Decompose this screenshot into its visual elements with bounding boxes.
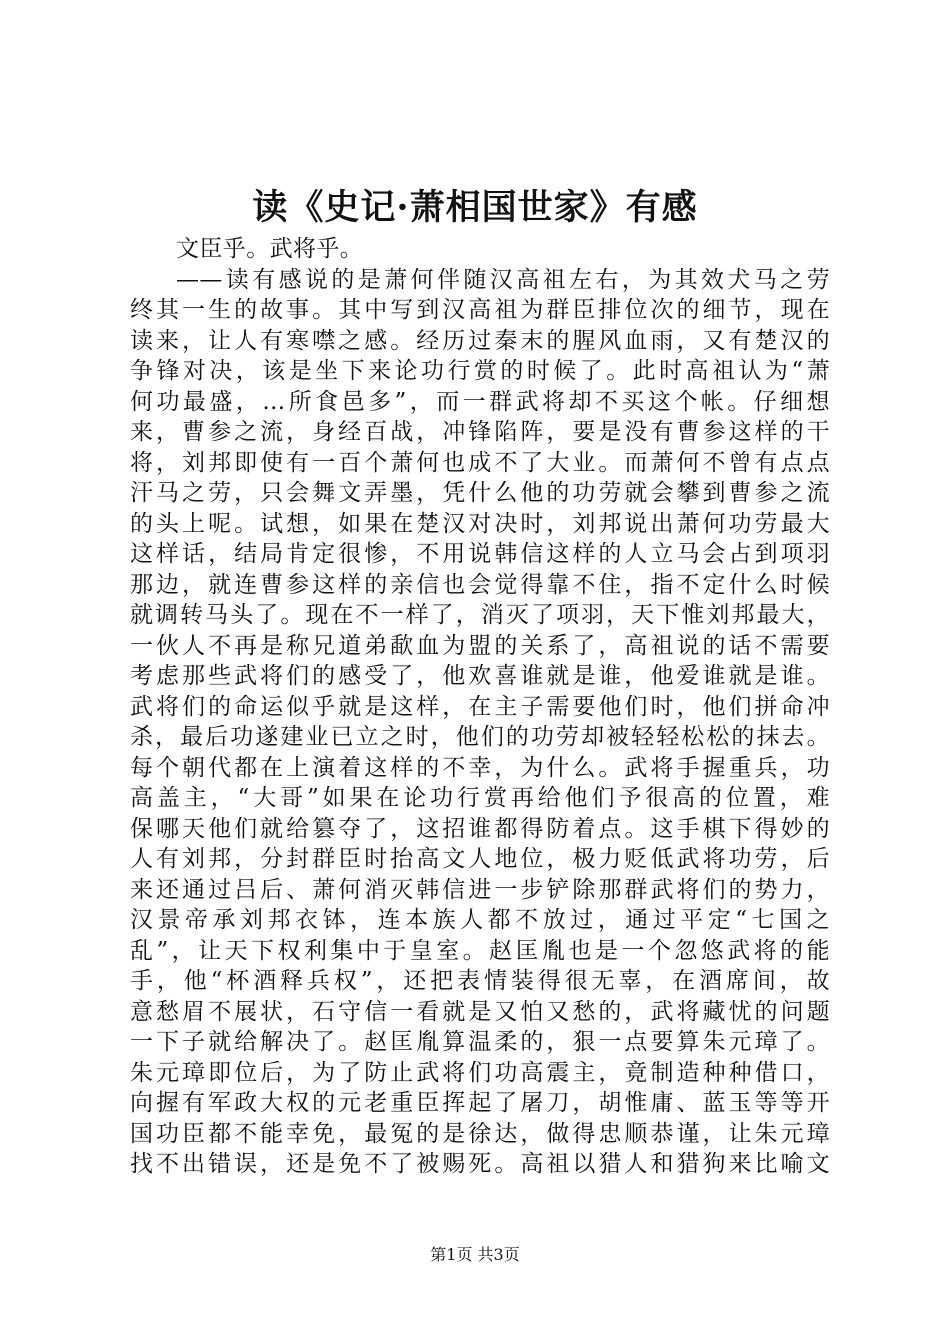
- text-line: 国功臣都不能幸免，最冤的是徐达，做得忠顺恭谨，让朱元璋: [130, 1120, 830, 1147]
- text-line: 人有刘邦，分封群臣时抬高文人地位，极力贬低武将功劳，后: [130, 846, 830, 872]
- text-line: 考虑那些武将们的感受了，他欢喜谁就是谁，他爱谁就是谁。: [130, 663, 830, 689]
- page-title: 读《史记·萧相国世家》有感: [252, 187, 698, 228]
- text-line: 文臣乎。武将乎。: [176, 236, 364, 262]
- text-line: 一伙人不再是称兄道弟歃血为盟的关系了，高祖说的话不需要: [130, 632, 830, 659]
- text-line: 来，曹参之流，身经百战，冲锋陷阵，要是没有曹参这样的干: [130, 419, 830, 445]
- text-line: 每个朝代都在上演着这样的不幸，为什么。武将手握重兵，功: [130, 754, 830, 781]
- body-text: [130, 234, 830, 1180]
- text-line: 高盖主，“大哥”如果在论功行赏再给他们予很高的位置，难: [130, 785, 830, 811]
- text-line: 向握有军政大权的元老重臣挥起了屠刀，胡惟庸、蓝玉等等开: [130, 1090, 830, 1116]
- text-line: 这样话，结局肯定很惨，不用说韩信这样的人立马会占到项羽: [130, 541, 830, 567]
- text-line: 来还通过吕后、萧何消灭韩信进一步铲除那群武将们的势力，: [130, 876, 830, 903]
- text-line: 杀，最后功遂建业已立之时，他们的功劳却被轻轻松松的抹去。: [130, 724, 830, 750]
- text-line: 的头上呢。试想，如果在楚汉对决时，刘邦说出萧何功劳最大: [130, 510, 830, 537]
- text-line: 就调转马头了。现在不一样了，消灭了项羽，天下惟刘邦最大，: [130, 602, 830, 628]
- text-line: 保哪天他们就给篡夺了，这招谁都得防着点。这手棋下得妙的: [130, 815, 830, 842]
- text-line: 争锋对决，该是坐下来论功行赏的时候了。此时高祖认为“萧: [130, 358, 830, 384]
- text-line: 何功最盛，…所食邑多”，而一群武将却不买这个帐。仔细想: [130, 388, 830, 415]
- text-line: 汗马之劳，只会舞文弄墨，凭什么他的功劳就会攀到曹参之流: [130, 480, 830, 506]
- text-line: 武将们的命运似乎就是这样，在主子需要他们时，他们拼命冲: [130, 693, 830, 720]
- text-line: 找不出错误，还是免不了被赐死。高祖以猎人和猎狗来比喻文: [130, 1151, 830, 1177]
- text-line: 终其一生的故事。其中写到汉高祖为群臣排位次的细节，现在: [130, 297, 830, 323]
- text-line: 朱元璋即位后，为了防止武将们功高震主，竟制造种种借口，: [130, 1059, 830, 1086]
- text-line: 一下子就给解决了。赵匡胤算温柔的，狠一点要算朱元璋了。: [130, 1029, 830, 1055]
- text-line: ——读有感说的是萧何伴随汉高祖左右，为其效犬马之劳: [176, 266, 830, 293]
- text-line: 意愁眉不展状，石守信一看就是又怕又愁的，武将藏忧的问题: [130, 998, 830, 1025]
- text-line: 读来，让人有寒噤之感。经历过秦末的腥风血雨，又有楚汉的: [130, 327, 830, 354]
- text-line: 乱”，让天下权利集中于皇室。赵匡胤也是一个忽悠武将的能: [130, 937, 830, 964]
- text-line: 汉景帝承刘邦衣钵，连本族人都不放过，通过平定“七国之: [130, 907, 830, 933]
- text-line: 那边，就连曹参这样的亲信也会觉得靠不住，指不定什么时候: [130, 571, 830, 598]
- text-line: 将，刘邦即使有一百个萧何也成不了大业。而萧何不曾有点点: [130, 449, 830, 476]
- page-footer: 第1页 共3页: [430, 1245, 520, 1264]
- text-line: 手，他“杯酒释兵权”，还把表情装得很无辜，在酒席间，故: [130, 968, 830, 994]
